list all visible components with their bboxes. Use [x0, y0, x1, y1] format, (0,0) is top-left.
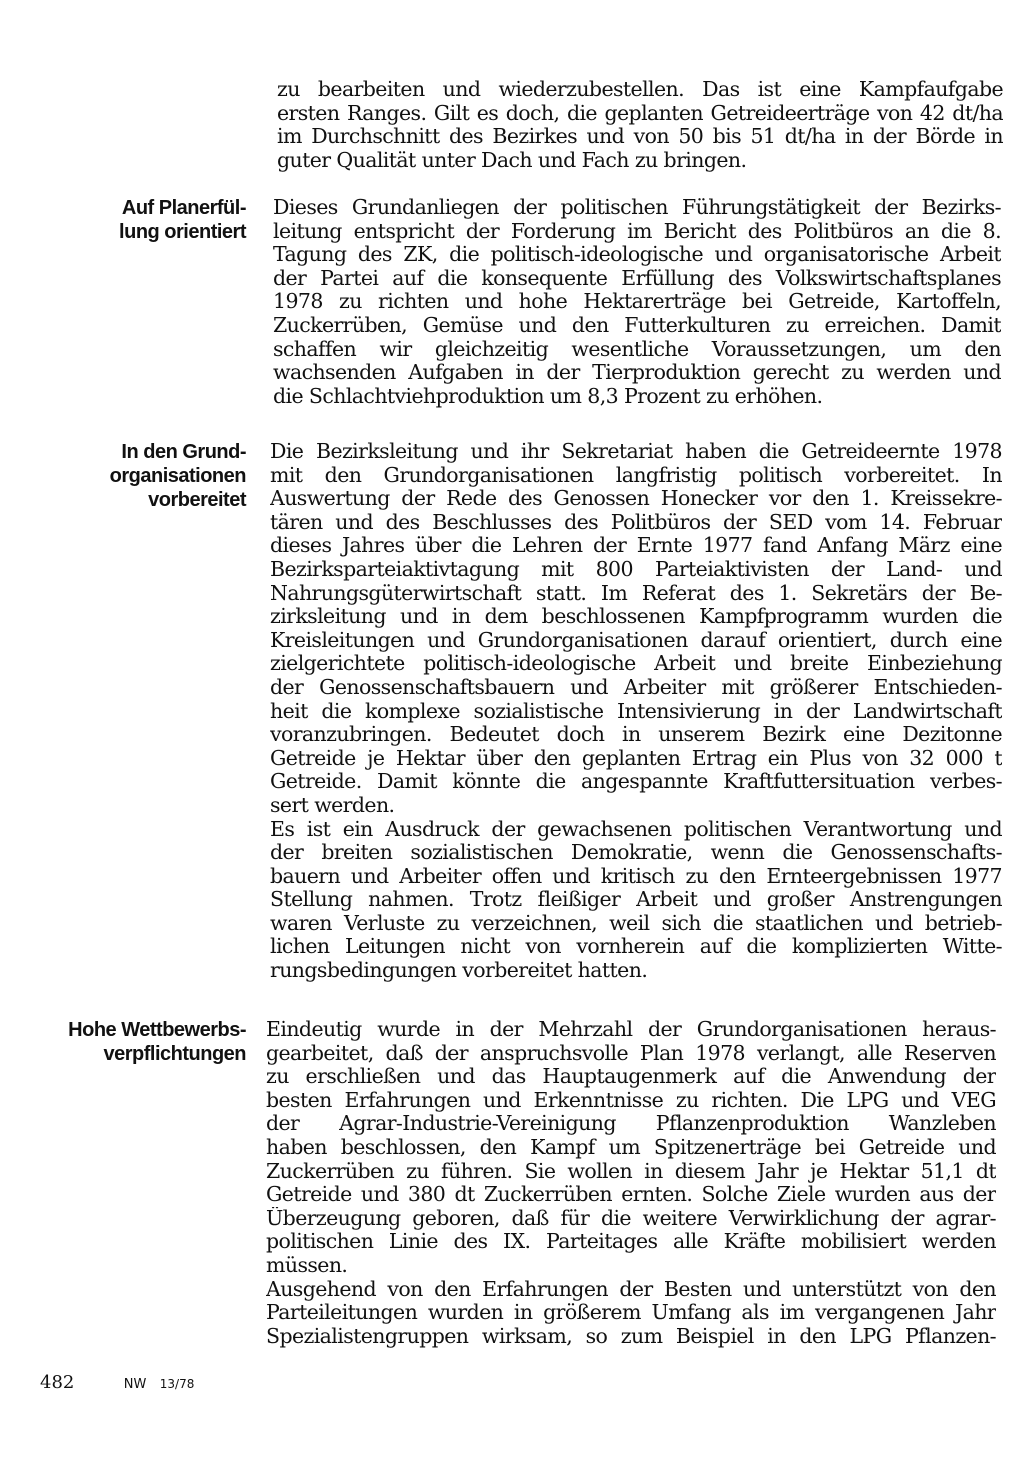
text-line: die Schlachtviehproduktion um 8,3 Prozent zu erhöhen. [273, 384, 823, 408]
text-line: Nahrungsgüterwirtschaft statt. Im Referat des 1. Sekretärs der Be- [270, 581, 1002, 605]
text-line: wachsenden Aufgaben in der Tierproduktion gerecht zu werden und [273, 361, 1001, 385]
text-line: Getreide. Damit könnte die angespannte Kraftfuttersituation verbes- [270, 770, 1002, 794]
side-heading-line: vorbereitet [148, 489, 246, 511]
text-line: der Agrar-Industrie-Vereinigung Pflanzenproduktion Wanzleben [266, 1112, 996, 1136]
side-heading-line: Hohe Wettbewerbs- [68, 1019, 246, 1041]
text-line: Eindeutig wurde in der Mehrzahl der Grundorganisationen heraus- [266, 1018, 996, 1041]
journal-abbreviation: NW [123, 1377, 147, 1392]
side-heading-line: lung orientiert [119, 221, 246, 243]
text-line: Bezirksparteiaktivtagung mit 800 Parteiaktivisten der Land- und [270, 557, 1002, 581]
text-line: rungsbedingungen vorbereitet hatten. [270, 959, 648, 983]
text-line: Parteileitungen wurden in größerem Umfang als im vergangenen Jahr [266, 1301, 996, 1325]
text-line: Zuckerrüben zu führen. Sie wollen in diesem Jahr je Hektar 51,1 dt [266, 1159, 996, 1183]
page-footer [40, 1372, 194, 1393]
text-line: tären und des Beschlusses des Politbüros der SED vom 14. Februar [270, 510, 1002, 534]
paragraph-intro [277, 78, 1003, 172]
side-heading-line: In den Grund- [121, 441, 246, 463]
text-line: Spezialistengruppen wirksam, so zum Beispiel in den LPG Pflanzen- [266, 1324, 996, 1348]
paragraph-grundorganisationen [270, 440, 1002, 983]
text-line: lichen Leitungen nicht von vornherein auf die komplizierten Witte- [270, 935, 1002, 959]
text-line: Getreide je Hektar über den geplanten Ertrag ein Plus von 32 000 t [270, 746, 1002, 770]
side-heading-line: Auf Planerfül- [121, 197, 246, 219]
text-line: der Partei auf die konsequente Erfüllung des Volkswirtschaftsplanes [273, 266, 1001, 290]
text-line: dieses Jahres über die Lehren der Ernte 1977 fand Anfang März eine [270, 534, 1002, 558]
text-line: haben beschlossen, den Kampf um Spitzenerträge bei Getreide und [266, 1135, 996, 1159]
text-line: im Durchschnitt des Bezirkes und von 50 bis 51 dt/ha in der Börde in [277, 125, 1003, 149]
text-line: Ausgehend von den Erfahrungen der Besten und unterstützt von den [266, 1277, 996, 1301]
text-line: gearbeitet, daß der anspruchsvolle Plan 1978 verlangt, alle Reserven [266, 1041, 996, 1065]
text-line: mit den Grundorganisationen langfristig politisch vorbereitet. In [270, 463, 1002, 487]
text-line: zu bearbeiten und wiederzubestellen. Das ist eine Kampfaufgabe [277, 78, 1003, 101]
paragraph-wettbewerb [266, 1018, 996, 1348]
side-heading [40, 1018, 246, 1066]
text-line: Getreide und 380 dt Zuckerrüben ernten. Solche Ziele wurden aus der [266, 1183, 996, 1207]
text-line: sert werden. [270, 793, 395, 817]
text-line: der breiten sozialistischen Demokratie, wenn die Genossenschafts- [270, 841, 1002, 865]
text-line: ersten Ranges. Gilt es doch, die geplanten Getreideerträge von 42 dt/ha [277, 101, 1003, 125]
paragraph-planerfuellung [273, 196, 1001, 408]
side-heading-line: verpflichtungen [103, 1043, 246, 1065]
text-line: leitung entspricht der Forderung im Bericht des Politbüros an die 8. [273, 219, 1001, 243]
side-heading [40, 196, 246, 244]
text-line: Es ist ein Ausdruck der gewachsenen politischen Verantwortung und [270, 817, 1002, 841]
text-line: Überzeugung geboren, daß für die weitere Verwirklichung der agrar- [266, 1206, 996, 1230]
text-line: 1978 zu richten und hohe Hektarerträge bei Getreide, Kartoffeln, [273, 290, 1001, 314]
text-line: schaffen wir gleichzeitig wesentliche Voraussetzungen, um den [273, 337, 1001, 361]
text-line: voranzubringen. Bedeutet doch in unserem Bezirk eine Dezitonne [270, 723, 1002, 747]
text-line: heit die komplexe sozialistische Intensivierung in der Landwirtschaft [270, 699, 1002, 723]
text-line: zu erschließen und das Hauptaugenmerk auf die Anwendung der [266, 1065, 996, 1089]
text-line: Kreisleitungen und Grundorganisationen darauf orientiert, durch eine [270, 628, 1002, 652]
text-line: zirksleitung und in dem beschlossenen Kampfprogramm wurden die [270, 605, 1002, 629]
text-line: Dieses Grundanliegen der politischen Führungstätigkeit der Bezirks- [273, 196, 1001, 219]
text-line: Zuckerrüben, Gemüse und den Futterkulturen zu erreichen. Damit [273, 313, 1001, 337]
text-line: müssen. [266, 1253, 348, 1277]
side-heading [40, 440, 246, 512]
side-heading-line: organisationen [109, 465, 246, 487]
text-line: Auswertung der Rede des Genossen Honecker vor den 1. Kreissekre- [270, 487, 1002, 511]
text-line: waren Verluste zu verzeichnen, weil sich die staatlichen und betrieb- [270, 911, 1002, 935]
text-line: Die Bezirksleitung und ihr Sekretariat haben die Getreideernte 1978 [270, 440, 1002, 463]
text-line: guter Qualität unter Dach und Fach zu bringen. [277, 148, 747, 172]
page-number: 482 [40, 1372, 75, 1393]
text-line: zielgerichtete politisch-ideologische Arbeit und breite Einbeziehung [270, 652, 1002, 676]
text-line: Tagung des ZK, die politisch-ideologische und organisatorische Arbeit [273, 243, 1001, 267]
text-line: besten Erfahrungen und Erkenntnisse zu richten. Die LPG und VEG [266, 1088, 996, 1112]
text-line: Stellung nahmen. Trotz fleißiger Arbeit und großer Anstrengungen [270, 888, 1002, 912]
text-line: bauern und Arbeiter offen und kritisch zu den Ernteergebnissen 1977 [270, 864, 1002, 888]
text-line: der Genossenschaftsbauern und Arbeiter mit größerer Entschieden- [270, 675, 1002, 699]
text-line: politischen Linie des IX. Parteitages alle Kräfte mobilisiert werden [266, 1230, 996, 1254]
issue-number: 13/78 [159, 1377, 195, 1391]
